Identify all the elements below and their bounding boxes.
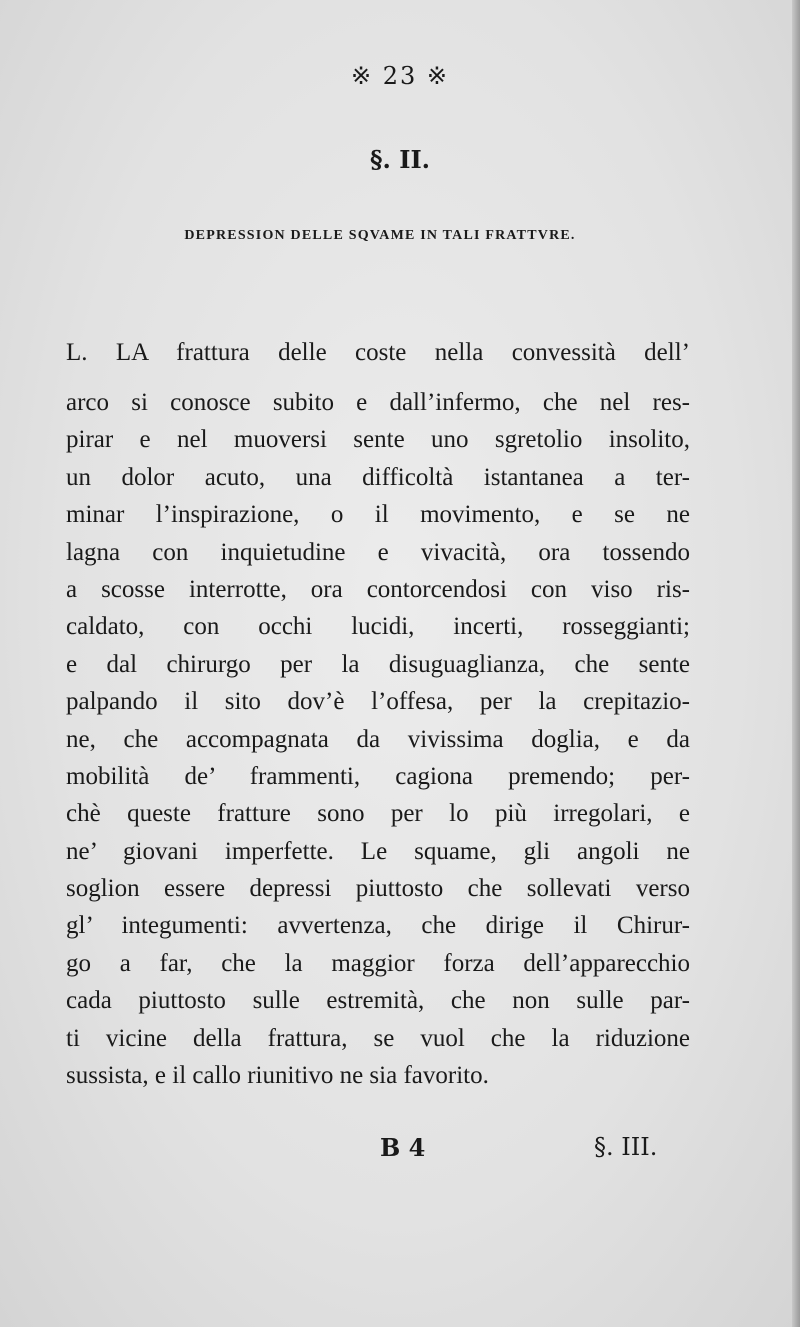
text-line: pirar e nel muoversi sente uno sgretolio insolito, <box>66 426 690 454</box>
text-line: cada piuttosto sulle estremità, che non sulle par- <box>66 987 690 1015</box>
text-line: ne, che accompagnata da vivissima doglia, e da <box>66 725 690 753</box>
text-line: go a far, che la maggior forza dell’apparecchio <box>66 949 690 977</box>
catchword: §. III. <box>594 1133 658 1161</box>
text-line: mobilità de’ frammenti, cagiona premendo; per- <box>66 762 690 790</box>
text-line: soglion essere depressi piuttosto che sollevati verso <box>66 875 690 903</box>
text-line: arco si conosce subito e dall’infermo, che nel res- <box>66 389 690 416</box>
text-line: lagna con inquietudine e vivacità, ora tossendo <box>66 538 690 566</box>
text-line: caldato, con occhi lucidi, incerti, rosseggianti; <box>66 613 690 641</box>
page-edge <box>792 0 800 1327</box>
text-line: L. LA frattura delle coste nella convessità dell’ <box>66 339 690 366</box>
signature-mark: B 4 <box>380 1133 426 1162</box>
text-line: chè queste fratture sono per lo più irregolari, e <box>66 800 690 828</box>
section-heading: DEPRESSION DELLE SQVAME IN TALI FRATTVRE. <box>184 228 576 243</box>
text-line: e dal chirurgo per la disuguaglianza, che sente <box>66 650 690 678</box>
section-number: §. II. <box>369 145 431 174</box>
text-line: palpando il sito dov’è l’offesa, per la crepitazio- <box>66 688 690 716</box>
text-line: un dolor acuto, una difficoltà istantanea a ter- <box>66 463 690 491</box>
text-line: a scosse interrotte, ora contorcendosi con viso ris- <box>66 575 690 603</box>
text-line: gl’ integumenti: avvertenza, che dirige il Chirur- <box>66 912 690 940</box>
body-paragraph <box>66 306 690 1094</box>
text-line: minar l’inspirazione, o il movimento, e se ne <box>66 501 690 529</box>
text-line: sussista, e il callo riunitivo ne sia favorito. <box>66 1062 489 1090</box>
running-head-page-number: ※ 23 ※ <box>350 62 449 90</box>
text-line: ti vicine della frattura, se vuol che la riduzione <box>66 1024 690 1052</box>
text-line: ne’ giovani imperfette. Le squame, gli angoli ne <box>66 837 690 865</box>
